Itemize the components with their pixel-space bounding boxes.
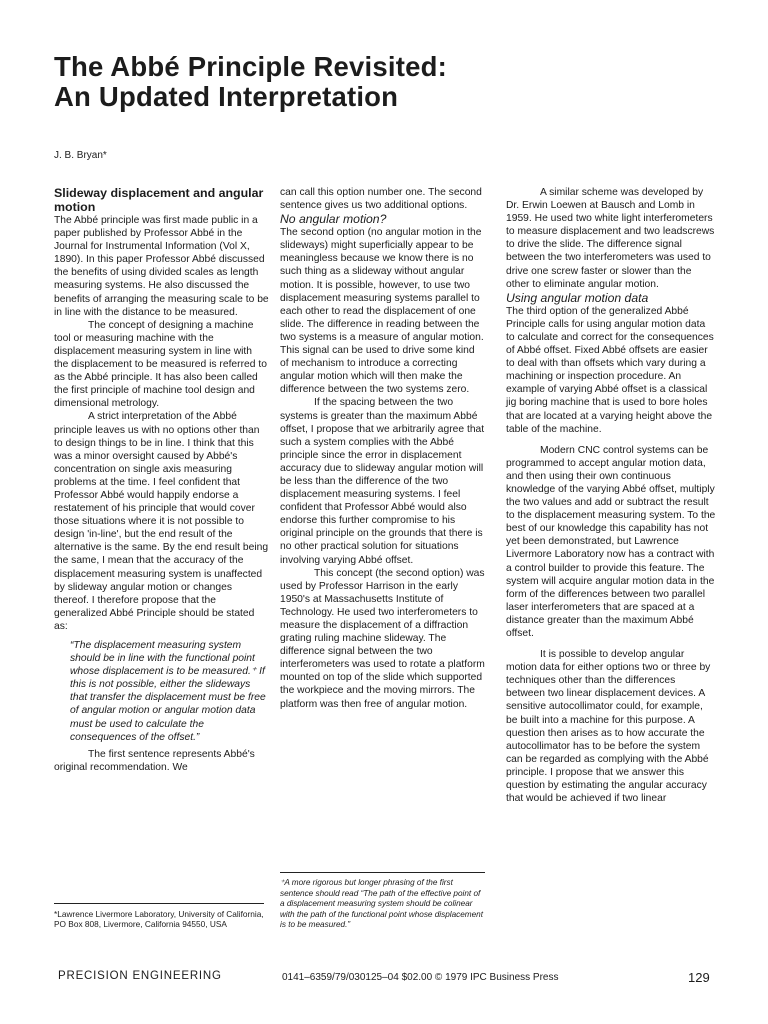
article-title <box>54 52 694 112</box>
footnote-divider <box>280 872 485 873</box>
author-name: J. B. Bryan* <box>54 150 107 161</box>
paragraph: The first sentence represents Abbé's original recommendation. We <box>54 748 255 773</box>
paragraph: Modern CNC control systems can be programmed to accept angular motion data, and then using their own continuous knowledge of the varying Abbé offset, multiply the two values and add or subtract the result to the displacement measuring system. To the best of our knowledge this capability has not yet been demonstrated, but Lawrence Livermore Laboratory now has a contract with a control builder to provide this feature. The system will acquire angular motion data in the form of the differences between two parallel laser interferometers that are spaced at a distance greater than the maximum Abbé offset. <box>506 444 716 639</box>
paragraph: This concept (the second option) was used by Professor Harrison in the early 1950's at Massachusetts Institute of Technology. He used two interferometers to measure the displacement of a diffraction grating ruling machine slideway. The difference signal between the two interferometers was used to rotate a platform mounted on top of the slide which supported the workpiece and the moving mirrors. The platform was then free of angular motion. <box>280 567 485 710</box>
page-number: 129 <box>688 970 710 985</box>
paragraph: The Abbé principle was first made public in a paper published by Professor Abbé in the Journal for Instrumental Information (Vol X, 1890). In this paper Professor Abbé discussed the benefits of using divided scales as length measuring systems. He also discussed the benefits of arranging the measuring scale to be in line with the distance to be measured. <box>54 215 269 318</box>
phrasing-footnote: ⁺A more rigorous but longer phrasing of the first sentence should read “The path of the effective point of a displacement measuring system should be colinear with the path of the functional point whose displacement is to be measured.” <box>280 878 483 930</box>
subsection-heading: No angular motion? <box>280 212 387 227</box>
journal-name: PRECISION ENGINEERING <box>58 970 222 982</box>
paragraph: The third option of the generalized Abbé Principle calls for using angular motion data to calculate and correct for the consequences of Abbé offset. Fixed Abbé offsets are easier to deal with than offsets which vary during a machining or inspection procedure. An example of varying Abbé offset is a classical jig boring machine that is used to bore holes that are located at a varying height above the table of the machine. <box>506 305 714 435</box>
affiliation-footnote: *Lawrence Livermore Laboratory, University of California, PO Box 808, Livermore, California 94550, USA <box>54 909 264 929</box>
paragraph: The second option (no angular motion in the slideways) might superficially appear to be meaningless because we know there is no such thing as a slideway without angular motion. It is possible, however, to use two displacement measuring systems parallel to each other to read the displacement of one slide. The difference in reading between the two systems is a measure of angular motion. This signal can be used to drive some kind of mechanism to introduce a correcting angular motion which will then make the difference between the two systems zero. <box>280 227 484 396</box>
paragraph: A similar scheme was developed by Dr. Erwin Loewen at Bausch and Lomb in 1959. He used two white light interferometers to measure displacement and two leadscrews to drive the slide. The difference signal between the two interferometers was used to drive one screw faster or slower than the other to eliminate angular motion. <box>506 187 715 290</box>
paragraph: A strict interpretation of the Abbé principle leaves us with no options other than to design things to be in line. I think that this was a minor oversight caused by Abbé's concentration on single axis measuring problems at the time. I feel confident that Professor Abbé would happily endorse a restatement of his principle that would cover those situations where it is not possible to design 'in-line', but the end result of the alternative is the same. By the end result being the same, I mean that the accuracy of the displacement measuring system is unaffected by slideway angular motion or changes thereof. I therefore propose that the generalized Abbé Principle should be stated as: <box>54 411 269 632</box>
paragraph: It is possible to develop angular motion data for either options two or three by techniques other than the differences between two linear displacement devices. A sensitive autocollimator could, for example, be built into a machine for this purpose. A question then arises as to how accurate the autocollimator has to be before the system can be regarded as complying with the Abbé principle. I propose that we answer this question by estimating the angular accuracy that would be achieved if two linear <box>506 649 711 805</box>
subsection-heading: Using angular motion data <box>506 290 649 305</box>
paragraph: The concept of designing a machine tool or measuring machine with the displacement measuring system in line with the displacement to be measured is referred to as the Abbé principle. It has also been called the first principle of machine tool design and dimensional metrology. <box>54 319 267 410</box>
publication-code: 0141–6359/79/030125–04 $02.00 © 1979 IPC Business Press <box>282 972 559 983</box>
footnote-divider <box>54 903 264 904</box>
section-heading: Slideway displacement and angular motion <box>54 186 264 214</box>
column-1 <box>54 186 269 774</box>
column-2 <box>280 186 485 711</box>
principle-quote: “The displacement measuring system should be in line with the functional point whose displacement is to be measured.⁺ If this is not possible, either the slideways that transfer the displacement must be free of angular motion or angular motion data must be used to calculate the consequences of the offset.” <box>70 640 266 743</box>
column-3 <box>506 186 716 805</box>
paragraph: If the spacing between the two systems is greater than the maximum Abbé offset, I propose that we arbitrarily agree that such a system complies with the Abbé principle since the error in displacement accuracy due to slideway angular motion will be less than the difference of the two displacement measuring systems. I feel confident that Professor Abbé would also endorse this further compromise to his original principle on the grounds that there is no other practical solution for situations involving varying Abbé offset. <box>280 397 485 566</box>
title-line-1: The Abbé Principle Revisited: <box>54 51 447 82</box>
title-line-2: An Updated Interpretation <box>54 81 399 112</box>
paragraph: can call this option number one. The second sentence gives us two additional options. <box>280 187 482 212</box>
